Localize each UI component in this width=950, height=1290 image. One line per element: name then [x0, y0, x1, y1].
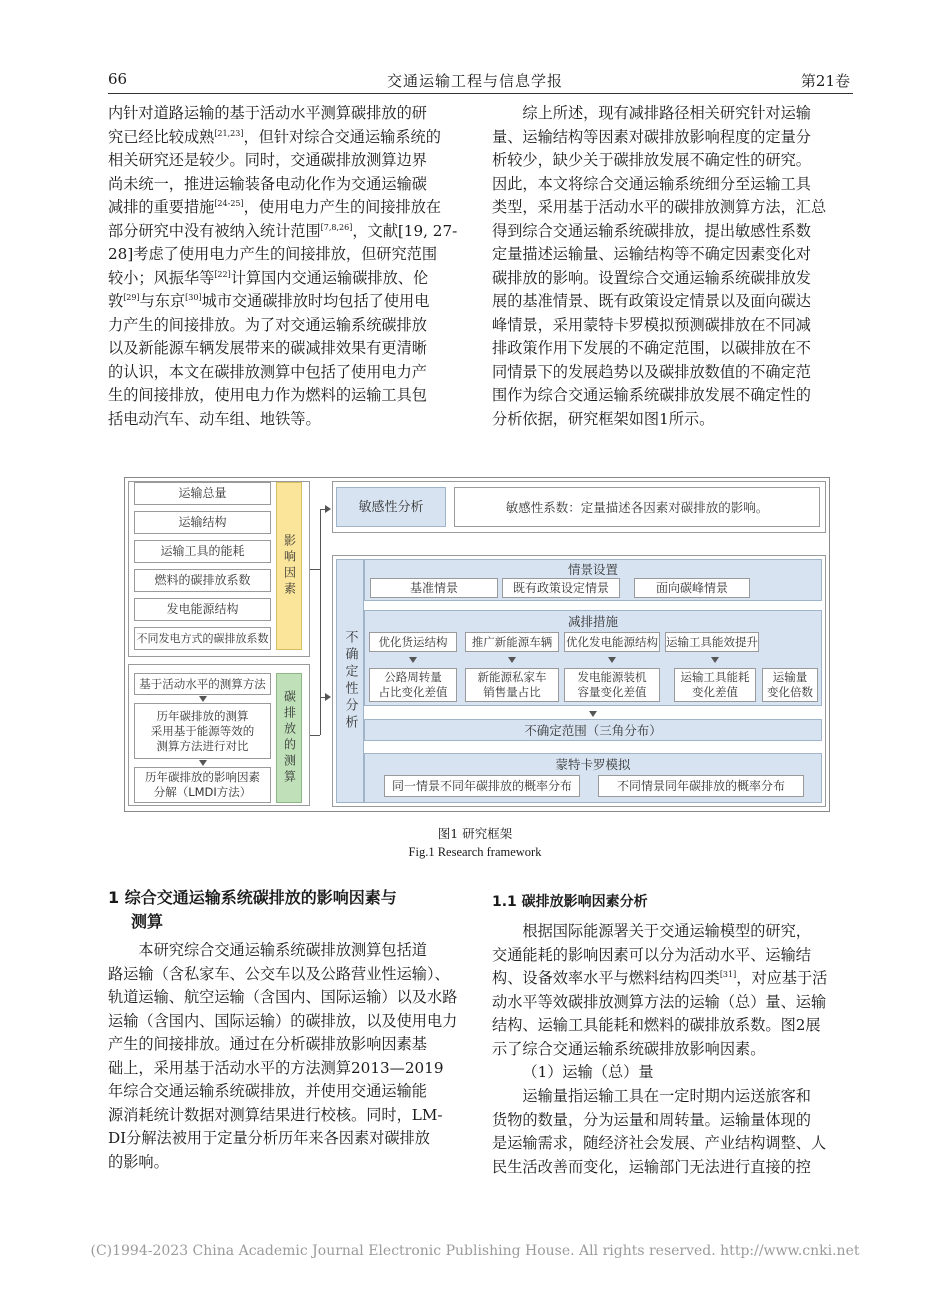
text-line: 围作为综合交通运输系统碳排放发展不确定性的 — [492, 386, 811, 404]
scenario-item: 既有政策设定情景 — [502, 578, 620, 598]
text-line: 减排的重要措施[24-25]，使用电力产生的间接排放在 — [108, 198, 442, 216]
factor-item: 发电能源结构 — [134, 598, 271, 621]
header-rule — [108, 93, 853, 94]
text-line: 力产生的间接排放。为了对交通运输系统碳排放 — [108, 315, 427, 334]
measure-item: 优化货运结构 — [369, 632, 457, 652]
measure-step: 基于活动水平的测算方法 — [134, 673, 271, 695]
text-line: 生的间接排放，使用电力作为燃料的运输工具包 — [108, 386, 427, 404]
measure-step: 历年碳排放的影响因素 分解（LMDI方法） — [134, 767, 271, 803]
text-line: 因此，本文将综合交通运输系统细分至运输工具 — [492, 174, 811, 193]
subsection-item-1-body — [492, 1085, 852, 1179]
scenario-item: 基准情景 — [370, 578, 498, 598]
text-line: 得到综合交通运输系统碳排放，提出敏感性系数 — [492, 221, 811, 240]
text-line: 产生的间接排放。通过在分析碳排放影响因素基 — [108, 1035, 427, 1053]
text-line: 运输量指运输工具在一定时期内运送旅客和 — [522, 1087, 811, 1105]
text-line: 较小；风振华等[22]计算国内交通运输碳排放、伦 — [108, 268, 429, 287]
text-line: 货物的数量，分为运量和周转量。运输量体现的 — [492, 1110, 811, 1129]
text-line: 交通能耗的影响因素可以分为活动水平、运输结 — [492, 945, 811, 964]
measure-step: 历年碳排放的测算 采用基于能源等效的 测算方法进行对比 — [134, 703, 271, 759]
section-heading-1-1: 1.1 碳排放影响因素分析 — [492, 894, 648, 910]
text-line: 是运输需求，随经济社会发展、产业结构调整、人 — [492, 1134, 827, 1152]
text-line: 本研究综合交通运输系统碳排放测算包括道 — [138, 941, 427, 959]
text-line: 结构、运输工具能耗和燃料的碳排放系数。图2展 — [492, 1016, 821, 1034]
measurement-label: 碳排放的测算 — [276, 673, 302, 803]
factor-item: 不同发电方式的碳排放系数 — [134, 627, 271, 650]
text-line: 括电动汽车、动车组、地铁等。 — [108, 409, 321, 428]
section-1-body — [108, 939, 460, 1174]
variable-item: 新能源私家车 销售量占比 — [465, 668, 559, 702]
text-line: 的认识，本文在碳排放测算中包括了使用电力产 — [108, 362, 427, 381]
right-arrow-icon — [325, 693, 331, 701]
factor-item: 燃料的碳排放系数 — [134, 569, 271, 592]
factors-label: 影响因素 — [276, 482, 302, 650]
text-line: 运输（含国内、国际运输）的碳排放，以及使用电力 — [108, 1011, 458, 1030]
journal-title: 交通运输工程与信息学报 — [386, 72, 563, 90]
factor-item: 运输总量 — [134, 482, 271, 505]
text-line: 构、设备效率水平与燃料结构四类[31]，对应基于活 — [492, 969, 828, 987]
text-line: 量、运输结构等因素对碳排放影响程度的定量分 — [492, 127, 811, 146]
section-title-line: 测算 — [131, 912, 164, 931]
subsection-item-1: （1）运输（总）量 — [522, 1063, 654, 1081]
text-line: 定量描述运输量、运输结构等不确定因素变化对 — [492, 245, 811, 263]
text-line: 碳排放的影响。设置综合交通运输系统碳排放发 — [492, 268, 811, 287]
text-line: 根据国际能源署关于交通运输模型的研究， — [522, 922, 811, 940]
text-line: 展的基准情景、既有政策设定情景以及面向碳达 — [492, 292, 811, 310]
text-line: DI分解法被用于定量分析历年来各因素对碳排放 — [108, 1129, 430, 1147]
text-line: 析较少，缺少关于碳排放发展不确定性的研究。 — [492, 151, 811, 169]
text-line: 究已经比较成熟[21,23]，但针对综合交通运输系统的 — [108, 127, 441, 146]
text-line: 同情景下的发展趋势以及碳排放数值的不确定范 — [492, 362, 811, 381]
text-line: 峰情景，采用蒙特卡罗模拟预测碳排放在不同减 — [492, 315, 811, 334]
page-number: 66 — [108, 70, 128, 88]
uncertainty-label: 不确定性分析 — [336, 559, 364, 803]
text-line: 尚未统一，推进运输装备电动化作为交通运输碳 — [108, 174, 427, 193]
text-line: 分析依据，研究框架如图1所示。 — [492, 409, 715, 428]
text-line: 排政策作用下发展的不确定范围，以碳排放在不 — [492, 339, 811, 357]
mc-item: 不同情景同年碳排放的概率分布 — [598, 775, 804, 797]
text-line: 动水平等效碳排放测算方法的运输（总）量、运输 — [492, 992, 827, 1011]
text-line: 路运输（含私家车、公交车以及公路营业性运输）、 — [108, 964, 450, 983]
down-arrow-icon — [199, 760, 207, 766]
section-heading-1 — [108, 886, 468, 934]
text-line: 内针对道路运输的基于活动水平测算碳排放的研 — [108, 104, 427, 122]
text-line: 部分研究中没有被纳入统计范围[7,8,26]，文献[19, 27- — [108, 221, 458, 240]
measure-item: 运输工具能效提升 — [665, 632, 759, 652]
variable-item: 发电能源装机 容量变化差值 — [564, 668, 660, 702]
scenario-title: 情景设置 — [567, 562, 618, 577]
monte-carlo-title: 蒙特卡罗模拟 — [555, 757, 631, 772]
down-arrow-icon — [199, 696, 207, 702]
text-line: 类型，采用基于活动水平的碳排放测算方法，汇总 — [492, 198, 827, 216]
volume-label: 第21卷 — [800, 72, 850, 90]
figure-caption-cn: 图1 研究框架 — [437, 826, 513, 841]
text-line: 敦[29]与东京[30]城市交通碳排放时均包括了使用电 — [108, 292, 430, 310]
variable-item: 运输量 变化倍数 — [762, 668, 818, 702]
section-1-1-body — [492, 920, 852, 1061]
text-line: 轨道运输、航空运输（含国内、国际运输）以及水路 — [108, 988, 458, 1006]
copyright-footer: (C)1994-2023 China Academic Journal Electronic Publishing House. All rights reserved. http://www.cnki.net — [90, 1243, 860, 1259]
right-arrow-icon — [325, 505, 331, 513]
sensitivity-description: 敏感性系数：定量描述各因素对碳排放的影响。 — [454, 487, 820, 527]
figure-caption-en: Fig.1 Research framework — [408, 845, 542, 859]
measure-item: 优化发电能源结构 — [564, 632, 660, 652]
sensitivity-title: 敏感性分析 — [336, 487, 446, 527]
text-line: 以及新能源车辆发展带来的碳减排效果有更清晰 — [108, 339, 427, 357]
factor-item: 运输工具的能耗 — [134, 540, 271, 563]
section-title-line: 1 综合交通运输系统碳排放的影响因素与 — [108, 888, 397, 907]
figure-canvas — [124, 477, 830, 812]
measures-title: 减排措施 — [567, 614, 618, 629]
text-line: 的影响。 — [108, 1152, 169, 1171]
variable-item: 运输工具能耗 变化差值 — [674, 668, 756, 702]
text-line: 示了综合交通运输系统碳排放影响因素。 — [492, 1039, 766, 1058]
text-line: 源消耗统计数据对测算结果进行校核。同时，LM- — [108, 1105, 443, 1124]
text-line: 综上所述，现有减排路径相关研究针对运输 — [522, 104, 811, 122]
text-line: 民生活改善而变化，运输部门无法进行直接的控 — [492, 1157, 811, 1176]
left-column-top — [108, 102, 460, 431]
measure-item: 推广新能源车辆 — [465, 632, 559, 652]
text-line: 年综合交通运输系统碳排放，并使用交通运输能 — [108, 1082, 427, 1100]
text-line: 相关研究还是较少。同时，交通碳排放测算边界 — [108, 151, 427, 169]
variable-item: 公路周转量 占比变化差值 — [369, 668, 457, 702]
uncertainty-range: 不确定范围（三角分布） — [364, 719, 822, 741]
right-column-top — [492, 102, 852, 431]
text-line: 础上，采用基于活动水平的方法测算2013—2019 — [108, 1058, 444, 1077]
mc-item: 同一情景不同年碳排放的概率分布 — [384, 775, 580, 797]
scenario-item: 面向碳峰情景 — [634, 578, 750, 598]
factor-item: 运输结构 — [134, 511, 271, 534]
text-line: 28]考虑了使用电力产生的间接排放，但研究范围 — [108, 245, 438, 263]
